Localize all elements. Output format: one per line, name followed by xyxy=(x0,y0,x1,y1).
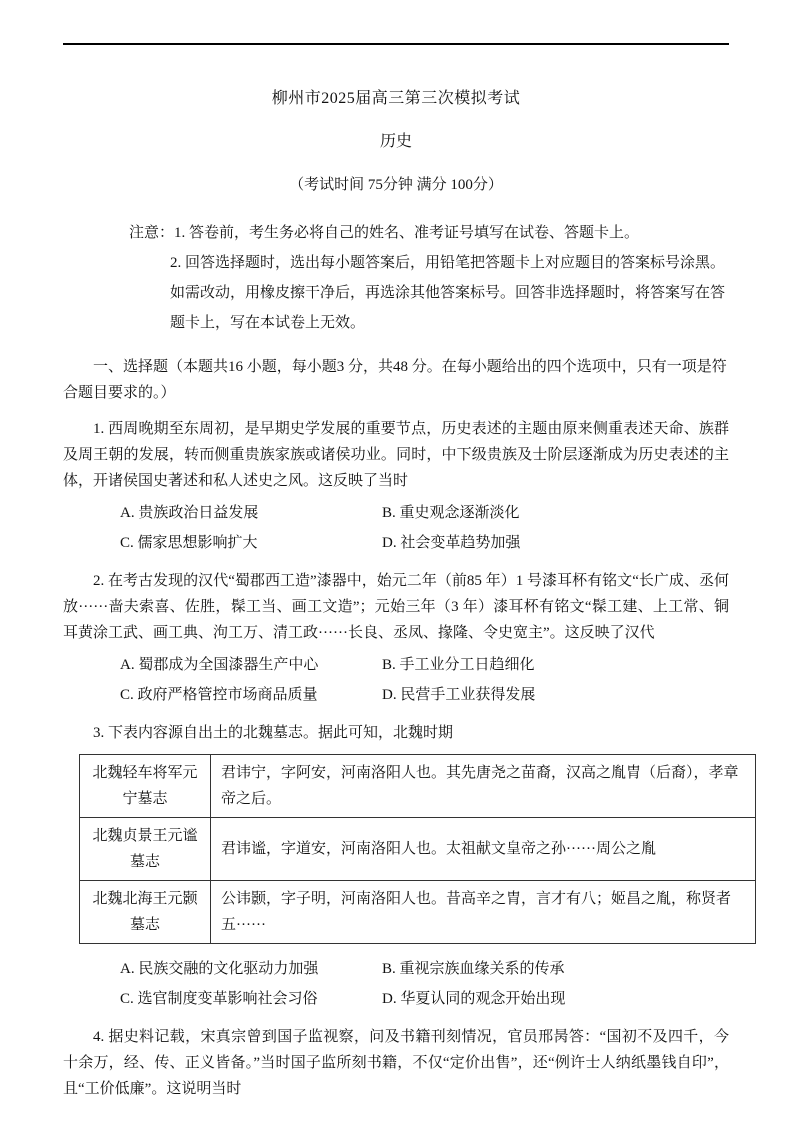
top-divider xyxy=(63,43,729,45)
question-2-options xyxy=(120,650,729,710)
question-4-stem: 4. 据史料记载，宋真宗曾到国子监视察，问及书籍刊刻情况，官员邢昺答：“国初不及四千，今十余万，经、传、正义皆备。”当时国子监所刻书籍，不仅“定价出售”，还“例许士人纳纸墨钱自印”，且“工价低廉”。这说明当时 xyxy=(63,1029,729,1097)
question-3 xyxy=(63,720,739,1014)
question-2-stem: 2. 在考古发现的汉代“蜀郡西工造”漆器中，始元二年（前85 年）1 号漆耳杯有铭文“长广成、丞何放······啬夫索喜、佐胜，髹工当、画工文造”；元始三年（3 年）漆耳杯有铭文“髹工建、上工常、铜耳黄涂工武、画工典、泃工万、清工政······长良、丞凤、掾隆、令史宽主”。这反映了汉代 xyxy=(63,573,729,641)
question-3-option-a: A. 民族交融的文化驱动力加强 xyxy=(120,961,319,977)
question-2-option-c: C. 政府严格管控市场商品质量 xyxy=(120,687,318,703)
question-3-option-c: C. 选官制度变革影响社会习俗 xyxy=(120,991,318,1007)
exam-info-line: （考试时间 75分钟 满分 100分） xyxy=(289,177,503,193)
question-4 xyxy=(63,1024,729,1102)
question-3-option-d: D. 华夏认同的观念开始出现 xyxy=(382,991,566,1007)
notice-block xyxy=(63,218,729,338)
exam-subject: 历史 xyxy=(379,133,412,150)
table-row xyxy=(80,818,756,881)
question-1-option-b: B. 重史观念逐渐淡化 xyxy=(382,505,520,521)
question-3-stem: 3. 下表内容源自出土的北魏墓志。据此可知，北魏时期 xyxy=(93,725,454,741)
question-3-option-b: B. 重视宗族血缘关系的传承 xyxy=(382,961,565,977)
table-row-content: 公讳颢，字子明，河南洛阳人也。昔高辛之胄，言才有八；姬昌之胤，称贤者五······ xyxy=(211,881,756,944)
table-row-content: 君讳宁，字阿安，河南洛阳人也。其先唐尧之苗裔，汉高之胤胄（后裔），孝章帝之后。 xyxy=(211,755,756,818)
question-1-options xyxy=(120,498,729,558)
table-row-label: 北魏轻车将军元宁墓志 xyxy=(80,755,211,818)
section-heading: 一、选择题（本题共16 小题，每小题3 分，共48 分。在每小题给出的四个选项中，只有一项是符合题目要求的。） xyxy=(63,359,727,401)
notice-item-2: 2. 回答选择题时，选出每小题答案后，用铅笔把答题卡上对应题目的答案标号涂黑。如需改动，用橡皮擦干净后，再选涂其他答案标号。回答非选择题时，将答案写在答题卡上，写在本试卷上无效。 xyxy=(170,255,726,331)
table-row-content: 君讳谧，字道安，河南洛阳人也。太祖献文皇帝之孙······周公之胤 xyxy=(211,818,756,881)
question-1-option-a: A. 贵族政治日益发展 xyxy=(120,505,259,521)
question-1 xyxy=(63,416,729,558)
notice-item-1: 注意：1. 答卷前，考生务必将自己的姓名、准考证号填写在试卷、答题卡上。 xyxy=(129,225,640,241)
exam-title: 柳州市2025届高三第三次模拟考试 xyxy=(271,90,521,107)
question-2-option-d: D. 民营手工业获得发展 xyxy=(382,687,536,703)
question-2-option-b: B. 手工业分工日趋细化 xyxy=(382,657,535,673)
table-row xyxy=(80,881,756,944)
question-3-options xyxy=(120,954,729,1014)
question-2-option-a: A. 蜀郡成为全国漆器生产中心 xyxy=(120,657,319,673)
question-1-stem: 1. 西周晚期至东周初，是早期史学发展的重要节点，历史表述的主题由原来侧重表述天命、族群及周王朝的发展，转而侧重贵族家族或诸侯功业。同时，中下级贵族及士阶层逐渐成为历史表述的主体，开诸侯国史著述和私人述史之风。这反映了当时 xyxy=(63,421,729,489)
question-2 xyxy=(63,568,729,710)
table-row-label: 北魏北海王元颢墓志 xyxy=(80,881,211,944)
question-1-option-c: C. 儒家思想影响扩大 xyxy=(120,535,258,551)
table-row xyxy=(80,755,756,818)
question-1-option-d: D. 社会变革趋势加强 xyxy=(382,535,521,551)
epitaph-table xyxy=(79,754,756,944)
table-row-label: 北魏贞景王元谧墓志 xyxy=(80,818,211,881)
